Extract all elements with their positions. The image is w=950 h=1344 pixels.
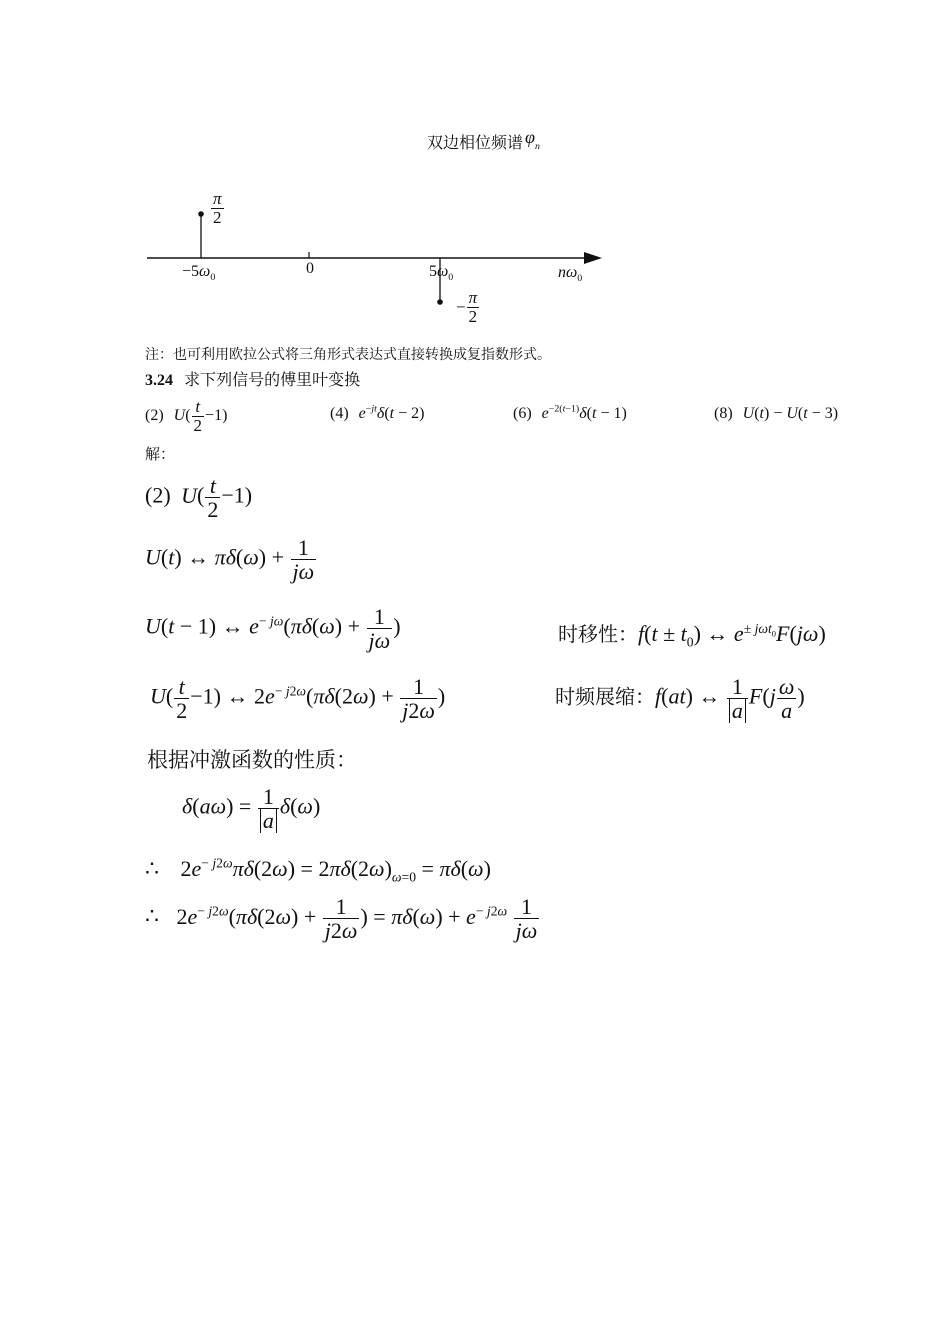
time-shift-label: 时移性： (558, 622, 638, 646)
problem-item-4: (4) $e^{-jt}\delta(t - 2)$ (330, 403, 425, 422)
spectrum-title-text: 双边相位频谱 (427, 133, 524, 152)
item-label-2: (2) (145, 407, 164, 425)
item-label-4: (4) (330, 405, 349, 422)
tick-pos-sub: 0 (448, 272, 454, 284)
therefore-symbol-1: ∴ (145, 856, 159, 881)
eq-time-scale: U( $\frac{t}{2}$ −1) ↔ $2e^{- j2\omega}(\pi\delta(2\omega)$ + $\frac{1}{j2\omega}$ ) (150, 674, 446, 724)
eq-therefore-2: ∴ $2e^{- j2\omega}(\pi\delta(2\omega)$ + $\frac{1}{j2\omega}$ ) = $\pi\delta(\omega) + e^{- j2\omega}$ $\frac{1}{j\omega}$ (145, 894, 538, 944)
tick-label-pos (429, 263, 454, 284)
impulse-property-text: 根据冲激函数的性质： (147, 748, 357, 772)
solution-part-label: (2) (145, 482, 171, 508)
time-scale-label: 时频展缩： (555, 684, 655, 709)
problem-item-2: (2) U( $\frac{t}{2}$ −1) (145, 397, 228, 435)
item-label-6: (6) (513, 405, 532, 422)
pi-num: π (213, 189, 222, 208)
eq-impulse-scaling: δ(aω) = $\frac{1}{a}$ δ(ω) (182, 784, 321, 834)
phi-symbol: φ (525, 127, 535, 147)
problem-header (145, 367, 360, 390)
stem-pos-dot (437, 299, 443, 305)
problem-item-6: (6) $e^{-2(t-1)}\delta(t - 1)$ (513, 403, 627, 422)
note-text: 注：也可利用欧拉公式将三角形式表达式直接转换成复指数形式。 (145, 347, 551, 363)
stem-pos-value-label (456, 289, 480, 326)
solution-part-2: (2) U( $\frac{t}{2}$ −1) (145, 473, 253, 523)
eq-time-shift: U(t − 1) ↔ $e^{- j\omega}(\pi\delta(\omega)$ + $\frac{1}{j\omega}$ ) (145, 604, 401, 654)
problem-item-8: (8) U(t) − U(t − 3) (714, 405, 839, 422)
tick-neg-w: ω (199, 263, 211, 280)
two-den-2: 2 (468, 306, 478, 326)
solution-label: 解： (145, 445, 176, 463)
tick-neg-num: −5 (182, 263, 200, 280)
tick-pos-w: ω (437, 263, 449, 280)
x-axis-arrowhead (584, 252, 602, 264)
eq-therefore-1: ∴ $2e^{- j2\omega}\pi\delta(2\omega) = 2\pi\delta(2\omega)_{\omega=0} = \pi\delta(\omega)$ (145, 855, 491, 885)
time-shift-property: 时移性：$f(t \pm t_0)$ ↔ $e^{\pm j\omega t_0}F(j\omega)$ (558, 620, 826, 650)
two-den: 2 (213, 207, 222, 227)
item-label-8: (8) (714, 405, 733, 422)
minus-sign: − (456, 297, 466, 317)
tick-pos-num: 5 (429, 263, 437, 280)
tick-label-neg (182, 263, 216, 284)
x-label-n: n (558, 264, 566, 281)
therefore-symbol-2: ∴ (145, 903, 159, 929)
eq-unit-step-ft: U(t) ↔ πδ(ω) + $\frac{1}{j\omega}$ (145, 535, 315, 585)
problem-number: 3.24 (145, 372, 173, 389)
tick-neg-sub: 0 (210, 272, 216, 284)
problem-text: 求下列信号的傅里叶变换 (184, 370, 361, 389)
phi-subscript: n (534, 141, 540, 153)
x-label-w: ω (566, 264, 578, 281)
x-axis-label (558, 264, 583, 285)
x-label-sub: 0 (577, 273, 583, 285)
stem-neg-dot (198, 211, 204, 217)
time-scale-property: 时频展缩：f(at) ↔ $\frac{1}{a}$ F(j $\frac{\omega}{a}$ ) (555, 674, 805, 724)
stem-neg-value-label (210, 190, 225, 227)
tick-label-zero: 0 (306, 260, 314, 277)
pi-num-2: π (468, 288, 478, 307)
